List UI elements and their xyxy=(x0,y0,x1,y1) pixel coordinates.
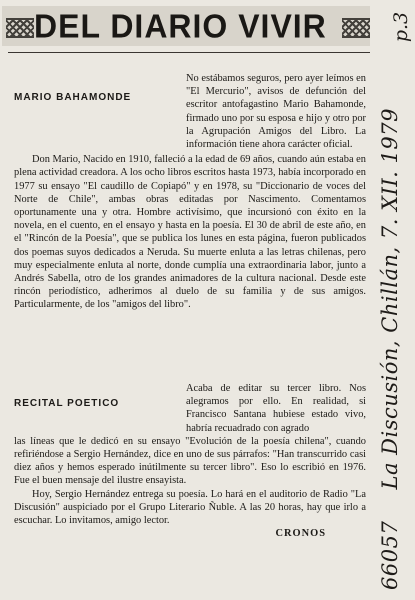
ornament-right xyxy=(342,18,370,38)
article-recital xyxy=(14,382,366,540)
page-mark: p.3 xyxy=(390,11,413,43)
source-date: La Discusión, Chillán, 7. XII. 1979 xyxy=(378,108,402,490)
handwritten-source-note xyxy=(378,108,402,590)
article-intro-top xyxy=(14,72,366,151)
article-body: Don Mario, Nacido en 1910, falleció a la edad de 69 años, cuando aún estaba en plena actividad creadora. A los ocho libros escritos hasta 1973, había incorporado en 1977 su ensayo "El caudillo de Copiapó" y en 1978, su "Diccionario de voces del Norte de Chile", ambas obras editadas por Nascimento. Comentamos oportunamente una y otra. Hombre activísimo, que incursionó con éxito en la novela, en el cuento, en el ensayo y hasta en la poesía. El 30 de abril de este año, en el "Rincón de la Poesía", que se publica los lunes en esta página, fueron publicados dos poemas suyos dedicados a Neruda. Su muerte enluta a las letras chilenas, pero muy especialmente enluta al norte, donde cumplía una extraordinaria labor, junto a Andrés Sabella, otro de los grandes animadores de la cultura nacional. Desde este rincón periodístico, adherimos al duelo de su familia y de sus amigos. Particularmente, de los "amigos del libro". xyxy=(14,154,366,311)
article-heading-recital: RECITAL POETICO xyxy=(14,398,120,409)
ornament-left xyxy=(6,18,34,38)
archive-number: 66057 xyxy=(378,520,402,590)
recital-body: las líneas que le dedicó en su ensayo "Evolución de la poesía chilena", cuando refiriéndose a Sergio Hernández, dice en uno de sus párrafos: "Han transcurrido casi diez años y hemos esperado inútilmente su tercer libro". Eso lo escribió en 1976. Fue el buen mensaje del ilustre ensayista. xyxy=(14,435,366,487)
column-title: DEL DIARIO VIVIR xyxy=(34,7,327,45)
article-intro: No estábamos seguros, pero ayer leímos en "El Mercurio", avisos de defunción del escritor antofagastino Mario Bahamonde, firmado uno por su esposa e hijo y otro por la Agrupación Amigos del Libro. La información tiene ahora carácter oficial. xyxy=(186,73,366,151)
recital-intro: Acaba de editar su tercer libro. Nos alegramos por ello. En realidad, si Francisco Santana hubiese estado vivo, habría recuadrado con agrado xyxy=(186,383,366,434)
article-heading-bahamonde: MARIO BAHAMONDE xyxy=(14,92,132,103)
column-banner xyxy=(2,6,370,46)
signature: CRONOS xyxy=(275,528,326,540)
recital-closing: Hoy, Sergio Hernández entrega su poesía. Lo hará en el auditorio de Radio "La Discusión" auspiciado por el Grupo Literario Ñuble. A las 20 horas, hay que irlo a escuchar. Lo invitamos, amigo lector. xyxy=(14,488,366,527)
article-bahamonde xyxy=(14,72,366,312)
top-rule xyxy=(8,52,370,53)
